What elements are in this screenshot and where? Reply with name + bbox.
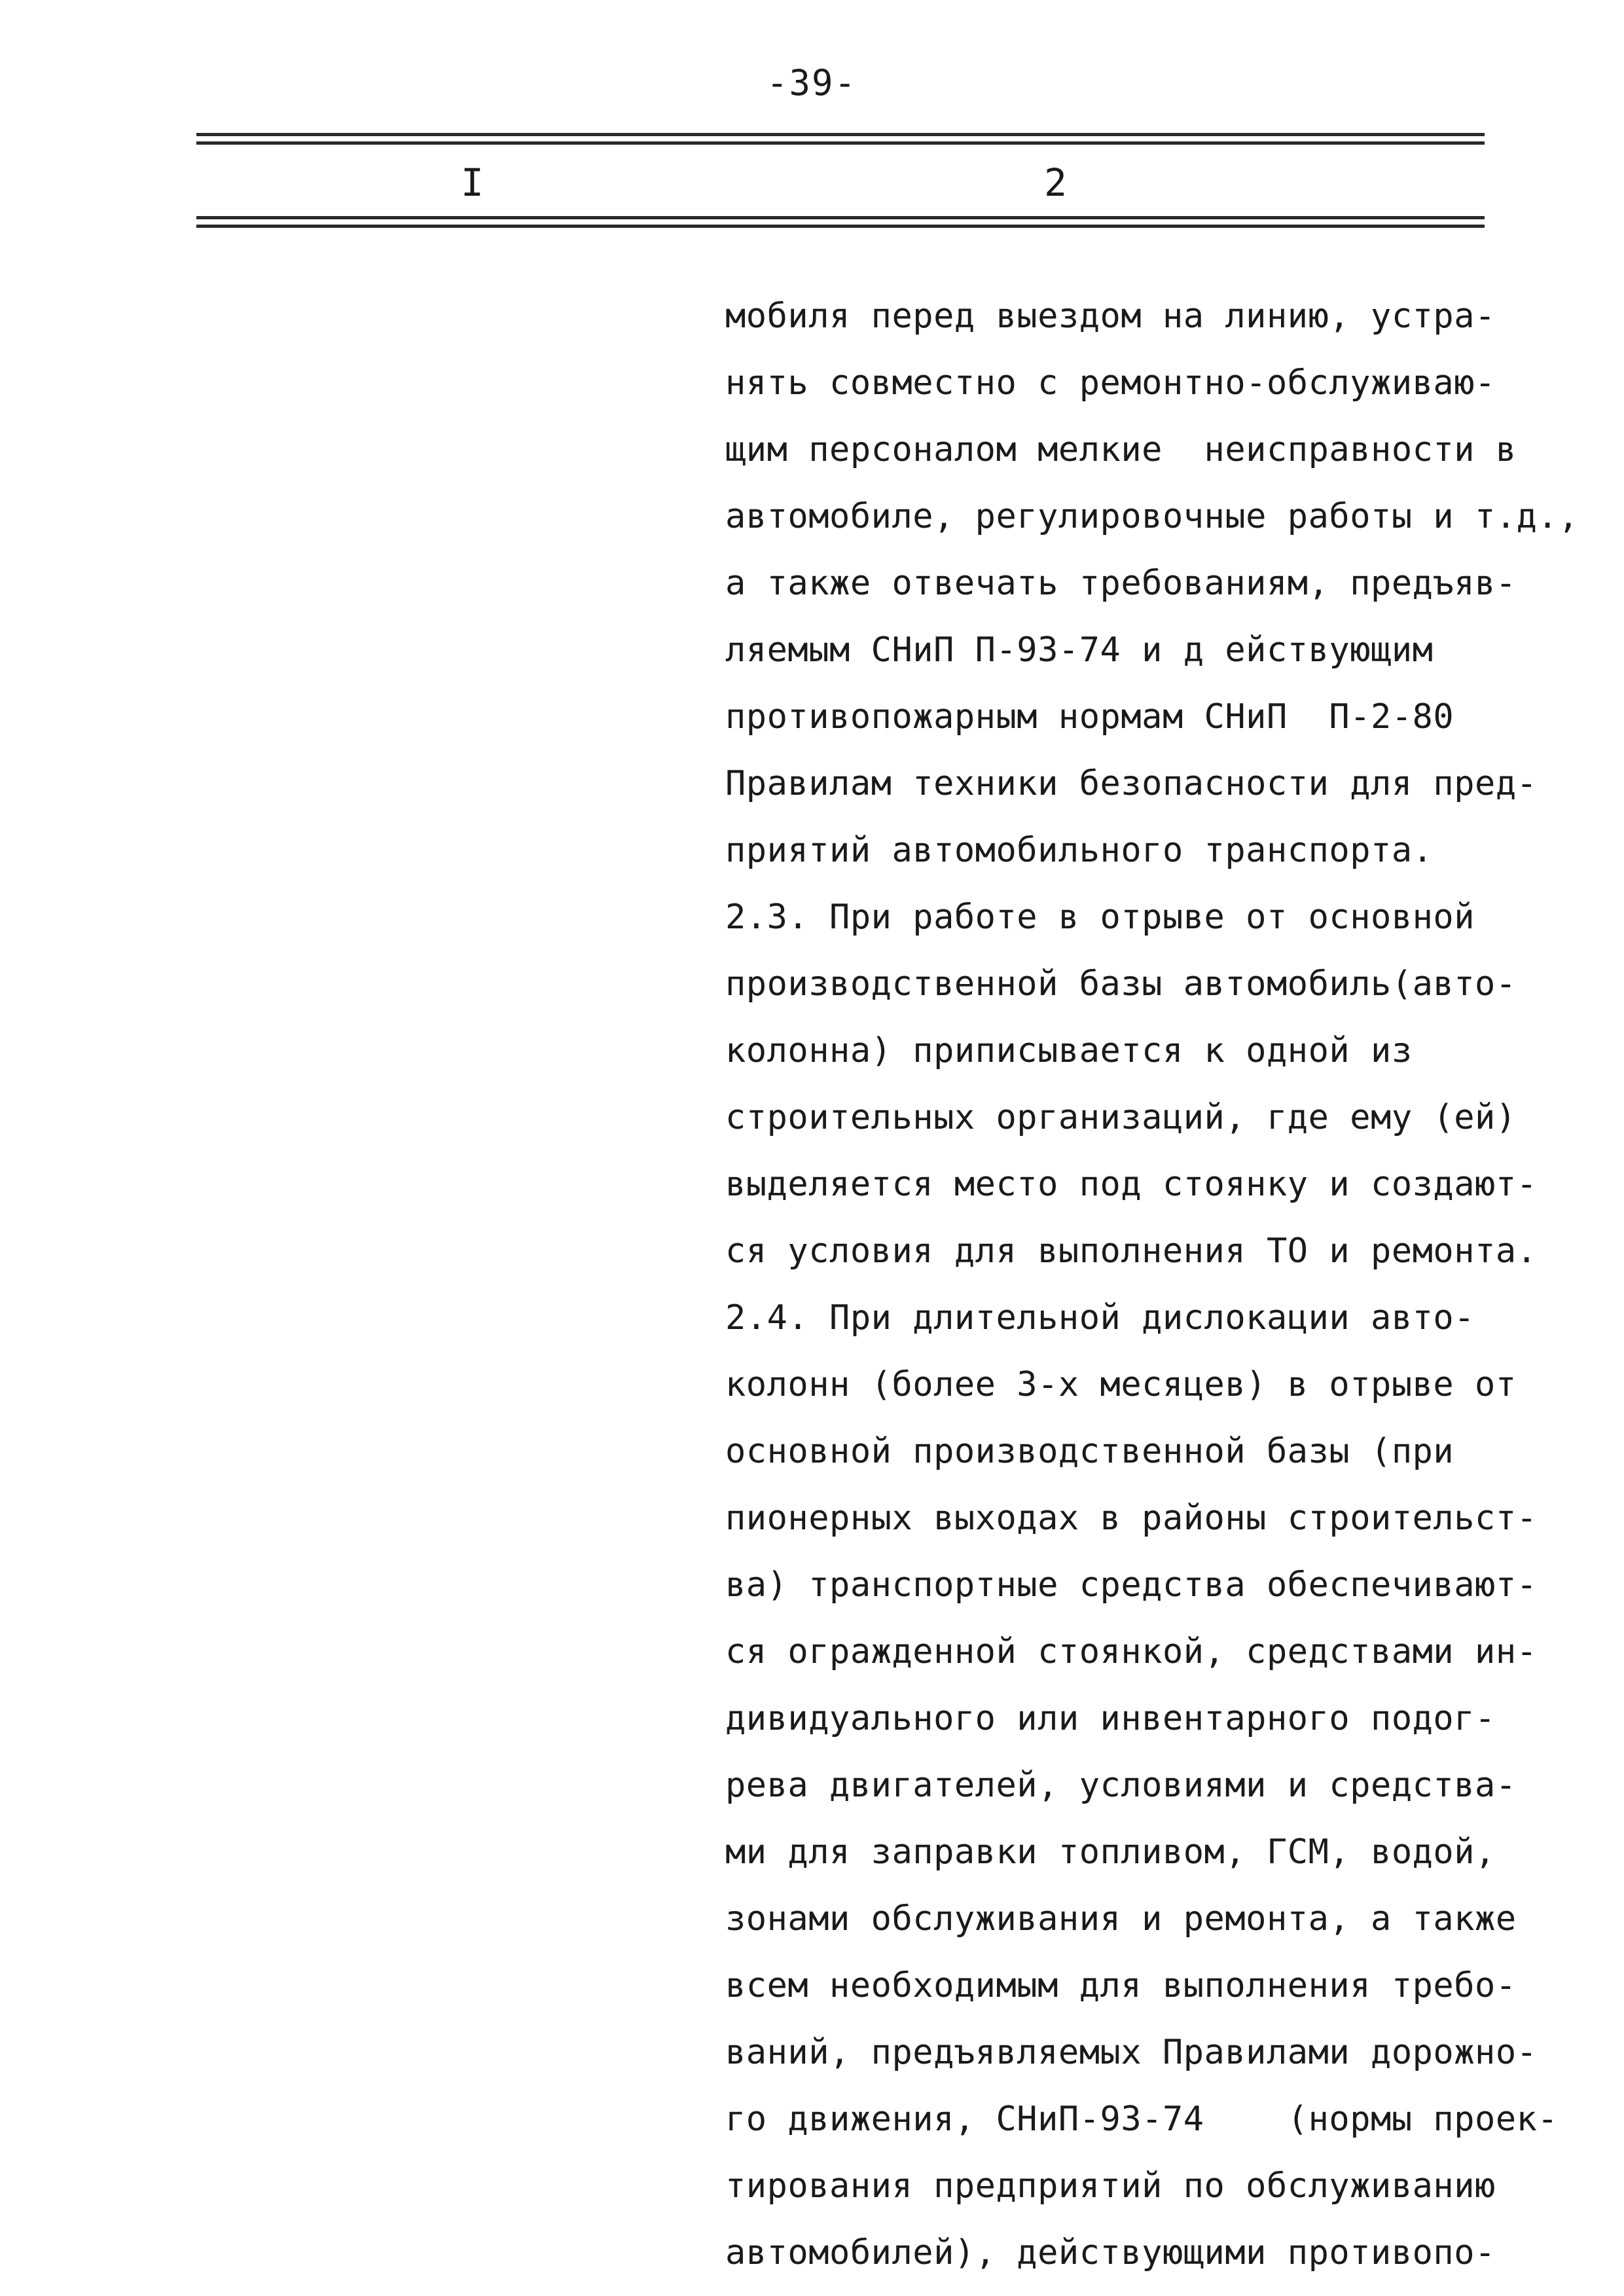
page-number: -39- <box>766 62 857 103</box>
text-line: ва) транспортные средства обеспечивают- <box>725 1565 1538 1605</box>
text-line: производственной базы автомобиль(авто- <box>725 964 1517 1004</box>
text-line: Правилам техники безопасности для пред- <box>725 764 1538 803</box>
text-line: дивидуального или инвентарного подог- <box>725 1699 1496 1738</box>
text-line: колонн (более 3-х месяцев) в отрыве от <box>725 1365 1517 1404</box>
text-line: автомобилей), действующими противопо- <box>725 2233 1496 2272</box>
text-line: ваний, предъявляемых Правилами дорожно- <box>725 2033 1538 2072</box>
text-line: пионерных выходах в районы строительст- <box>725 1499 1538 1538</box>
text-line: го движения, СНиП-93-74 (нормы проек- <box>725 2100 1559 2139</box>
text-line: ся условия для выполнения ТО и ремонта. <box>725 1231 1538 1271</box>
column-number-1: I <box>461 160 484 205</box>
text-line: всем необходимым для выполнения требо- <box>725 1966 1517 2005</box>
text-line: выделяется место под стоянку и создают- <box>725 1165 1538 1204</box>
text-line: противопожарным нормам СНиП П-2-80 <box>725 697 1454 737</box>
text-line: колонна) приписывается к одной из <box>725 1031 1413 1070</box>
text-line: зонами обслуживания и ремонта, а также <box>725 1899 1517 1939</box>
body-text <box>725 283 1579 2286</box>
text-line: рева двигателей, условиями и средства- <box>725 1766 1517 1805</box>
text-line: ляемым СНиП П-93-74 и д ействующим <box>725 630 1434 670</box>
column-number-2: 2 <box>1044 160 1067 205</box>
text-line: 2.3. При работе в отрыве от основной <box>725 898 1475 937</box>
text-line: нять совместно с ремонтно-обслуживаю- <box>725 363 1496 403</box>
header-rule-bottom <box>196 216 1485 228</box>
text-line: приятий автомобильного транспорта. <box>725 831 1434 870</box>
text-line: 2.4. При длительной дислокации авто- <box>725 1298 1475 1338</box>
text-line: основной производственной базы (при <box>725 1432 1454 1471</box>
text-line: тирования предприятий по обслуживанию <box>725 2166 1496 2206</box>
text-line: щим персоналом мелкие неисправности в <box>725 430 1517 469</box>
header-rule-top <box>196 133 1485 145</box>
text-line: строительных организаций, где ему (ей) <box>725 1098 1517 1137</box>
text-line: ми для заправки топливом, ГСМ, водой, <box>725 1832 1496 1872</box>
text-line: мобиля перед выездом на линию, устра- <box>725 297 1496 336</box>
text-line: ся огражденной стоянкой, средствами ин- <box>725 1632 1538 1671</box>
text-line: а также отвечать требованиям, предъяв- <box>725 564 1517 603</box>
text-line: автомобиле, регулировочные работы и т.д., <box>725 497 1579 536</box>
